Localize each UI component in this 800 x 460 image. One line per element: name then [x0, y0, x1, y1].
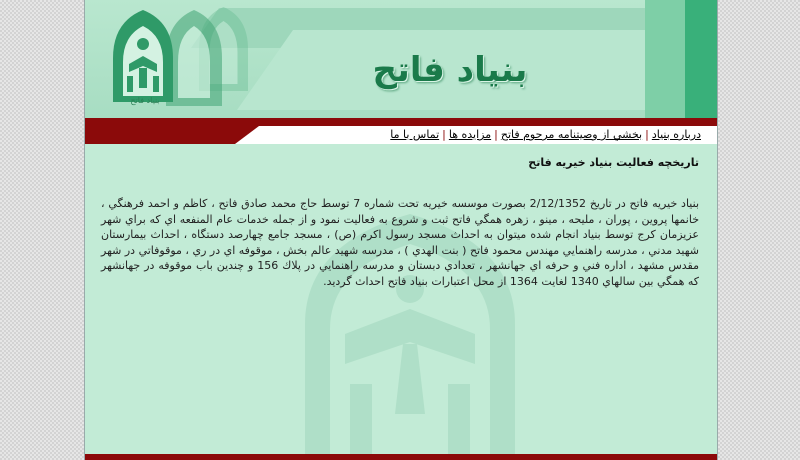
- section-title: تاريخچه فعاليت بنياد خيريه فاتح: [528, 156, 699, 169]
- nav-link-contact[interactable]: تماس با ما: [390, 128, 440, 141]
- nav-link-auctions[interactable]: مزايده ها: [448, 128, 492, 141]
- site-header: [85, 0, 717, 120]
- nav-separator: |: [442, 128, 446, 141]
- nav-separator: |: [494, 128, 498, 141]
- nav-link-testament[interactable]: بخشي از وصيتنامه مرحوم فاتح: [500, 128, 643, 141]
- nav-link-about[interactable]: درباره بنياد: [651, 128, 701, 141]
- main-content: [85, 144, 717, 454]
- logo-caption: بنياد فاتح: [130, 96, 160, 105]
- history-paragraph: بنياد خيريه فاتح در تاريخ 2/12/1352 بصورت موسسه خيريه تحت شماره 7 توسط حاج محمد صادق فاتح ، كاظم و احمد فرهنگي ، خانمها پروين ، پوران ، مليحه ، مينو ، زهره همگي فاتح ثبت و شروع به فعاليت نمود و از جمله خدمات عام المنفعه اي كه براي شهر عزيزمان كرج توسط بنياد انجام شده ميتوان به احداث مسجد رسول اكرم (ص) ، مسجد جامع چهارصد دستگاه ، احداث بيمارستان شهيد مدني ، مدرسه راهنمايي مهندس محمود فاتح ( بنت الهدي ) ، مدرسه شهيد عالم بخش ، موقوفه اي در ري ، موقوفاتي در شهر مقدس مشهد ، اداره فني و حرفه اي جهانشهر ، تعدادي دبستان و مدرسه راهنمايي در پلاك 156 و چندين باب موقوفه در جهانشهر كه همگي بين سالهاي 1340 لغايت 1364 از محل اعتبارات بنياد فاتح احداث گرديد.: [101, 197, 700, 288]
- nav-separator: |: [645, 128, 649, 141]
- site-title: بنياد فاتح: [372, 50, 528, 90]
- header-decor-band: [685, 0, 717, 120]
- footer-bar: [85, 454, 717, 460]
- page-container: [84, 0, 718, 460]
- main-nav: [390, 128, 701, 141]
